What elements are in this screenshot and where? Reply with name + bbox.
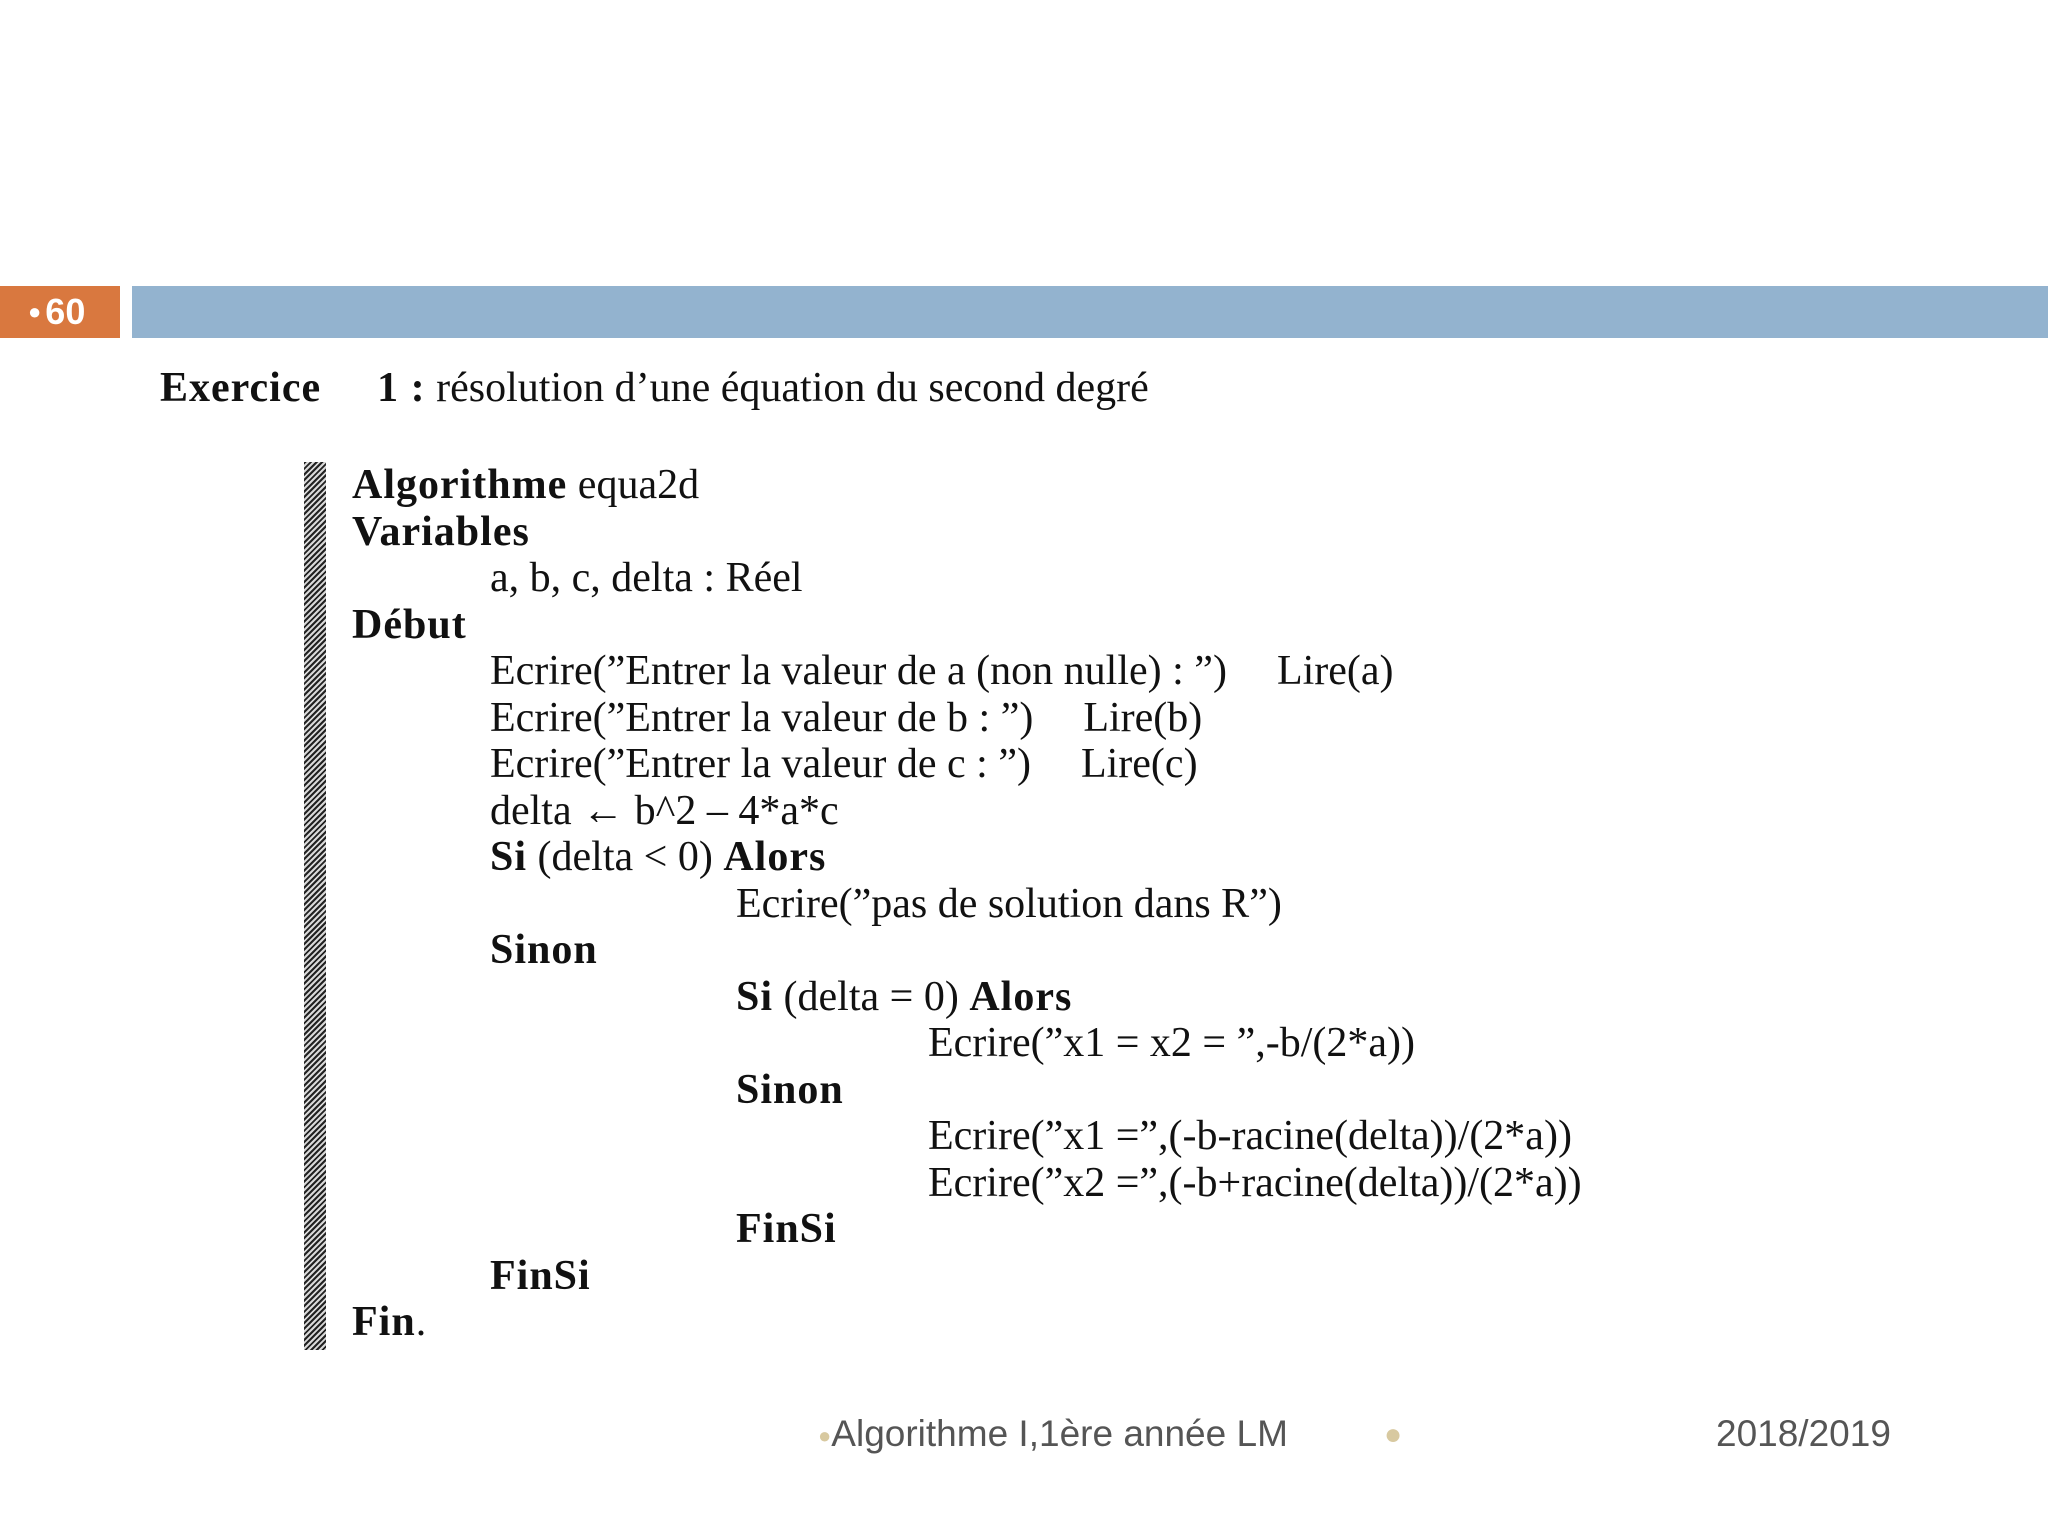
code-line: Sinon	[736, 1066, 844, 1113]
code-line: Fin.	[352, 1299, 427, 1345]
code-line: Ecrire(”Entrer la valeur de c : ”) Lire(c)	[490, 741, 1198, 787]
bullet-icon: ●	[28, 299, 42, 324]
code-margin-bar	[304, 462, 326, 1350]
code-line: Si (delta < 0) Alors	[490, 834, 827, 880]
code-line: Variables	[352, 508, 530, 555]
code-line: delta ← b^2 – 4*a*c	[490, 787, 839, 834]
bullet-icon: ●	[818, 1423, 832, 1449]
code-line: Ecrire(”x1 =”,(-b-racine(delta))/(2*a))	[928, 1113, 1572, 1159]
code-line: Algorithme equa2d	[352, 462, 700, 508]
code-line: FinSi	[736, 1206, 837, 1252]
code-line: Ecrire(”Entrer la valeur de b : ”) Lire(b)	[490, 694, 1203, 741]
footer-year: 2018/2019	[1716, 1413, 1891, 1454]
slide-number: 60	[45, 291, 86, 332]
exercise-title	[160, 364, 1149, 412]
code-line: Ecrire(”x1 = x2 = ”,-b/(2*a))	[928, 1020, 1415, 1066]
header-bar	[132, 286, 2048, 338]
code-line: a, b, c, delta : Réel	[490, 555, 803, 601]
code-line: Sinon	[490, 927, 598, 973]
exercise-label: Exercice	[160, 365, 322, 411]
code-line: Ecrire(”pas de solution dans R”)	[736, 880, 1282, 927]
code-line: FinSi	[490, 1252, 591, 1299]
code-line: Début	[352, 601, 467, 648]
footer-course: ●Algorithme I,1ère année LM	[818, 1413, 1288, 1454]
slide-number-badge	[0, 286, 120, 338]
bullet-icon: ●	[1384, 1418, 1403, 1451]
code-line: Ecrire(”Entrer la valeur de a (non nulle) : ”) Lire(a)	[490, 648, 1394, 694]
exercise-number: 1 :	[377, 365, 426, 411]
code-line: Ecrire(”x2 =”,(-b+racine(delta))/(2*a))	[928, 1159, 1582, 1206]
algorithm-block	[352, 462, 1582, 1346]
code-line: Si (delta = 0) Alors	[736, 973, 1073, 1020]
exercise-text: résolution d’une équation du second degré	[436, 365, 1149, 411]
